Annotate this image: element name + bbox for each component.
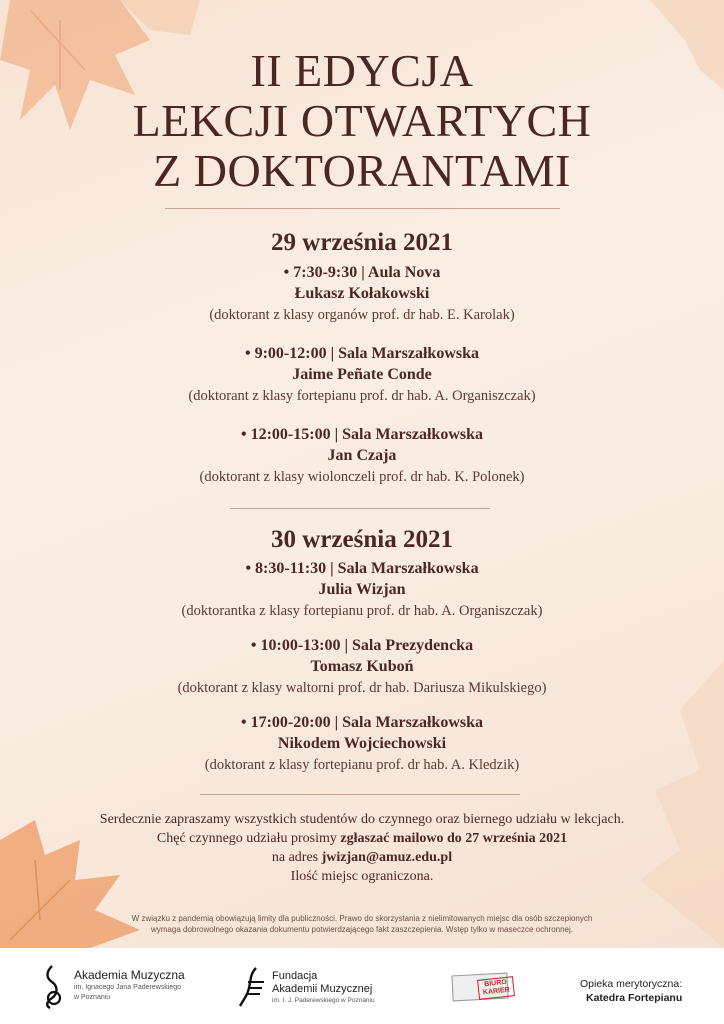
akademia-logo-icon — [40, 964, 66, 1010]
session-person: Łukasz Kołakowski — [294, 285, 430, 302]
session-time: • 9:00-12:00 | Sala Marszałkowska — [244, 345, 479, 362]
divider — [165, 208, 560, 209]
biuro-karier-stamp: BIURO KARIER — [477, 976, 515, 1000]
session-note: (doktorantka z klasy fortepianu prof. dr hab. A. Organiszczak) — [181, 603, 543, 619]
email-prefix: na adres — [271, 850, 322, 865]
session-time: • 10:00-13:00 | Sala Prezydencka — [250, 637, 474, 654]
session-note: (doktorant z klasy waltorni prof. dr hab. Dariusza Mikulskiego) — [177, 680, 547, 696]
session-person: Julia Wizjan — [318, 581, 406, 598]
pandemic-notice-line-1: W związku z pandemią obowiązują limity dla publiczności. Prawo do skorzystania z nielimitowanych miejsc dla osób szczepionych — [131, 914, 593, 923]
day-2-date: 30 września 2021 — [271, 526, 453, 553]
akademia-name: Akademia Muzyczna — [74, 968, 185, 982]
title-line-3: Z DOKTORANTAMI — [153, 145, 571, 196]
day-1-date: 29 września 2021 — [271, 229, 453, 256]
session-time: • 7:30-9:30 | Aula Nova — [283, 264, 441, 281]
title-line-1: II EDYCJA — [250, 45, 474, 96]
session-note: (doktorant z klasy fortepianu prof. dr hab. A. Kledzik) — [204, 757, 520, 773]
session-time: • 8:30-11:30 | Sala Marszałkowska — [245, 560, 479, 577]
fundacja-subtitle: im. I. J. Paderewskiego w Poznaniu — [272, 997, 375, 1004]
closing-invitation: Serdecznie zapraszamy wszystkich studentów do czynnego oraz biernego udziału w lekcjach. — [99, 812, 625, 827]
fundacja-logo-icon — [238, 966, 268, 1008]
session-note: (doktorant z klasy organów prof. dr hab. E. Karolak) — [209, 307, 515, 323]
opieka-value: Katedra Fortepianu — [586, 992, 683, 1004]
email-address[interactable]: jwizjan@amuz.edu.pl — [321, 850, 453, 865]
sponsor-footer — [0, 948, 724, 1024]
pandemic-notice-line-2: wymaga dobrowolnego okazania dokumentu potwierdzającego fakt zaszczepienia. Wstęp tylko w maseczce ochronnej. — [150, 925, 573, 934]
akademia-city: w Poznaniu — [74, 994, 111, 1001]
session-person: Tomasz Kuboń — [310, 658, 414, 675]
closing-email — [0, 850, 724, 866]
opieka-label: Opieka merytoryczna: — [580, 978, 683, 990]
session-time: • 17:00-20:00 | Sala Marszałkowska — [240, 714, 483, 731]
registration-prefix: Chęć czynnego udziału prosimy — [156, 831, 341, 846]
divider — [200, 794, 520, 795]
divider — [230, 508, 490, 509]
session-person: Jaime Peñate Conde — [292, 366, 432, 383]
session-note: (doktorant z klasy wiolonczeli prof. dr hab. K. Polonek) — [199, 469, 525, 485]
fundacja-name-2: Akademii Muzycznej — [272, 983, 373, 995]
closing-limited: Ilość miejsc ograniczona. — [290, 869, 434, 884]
registration-deadline: zgłaszać mailowo do 27 września 2021 — [340, 831, 568, 846]
session-person: Nikodem Wojciechowski — [277, 735, 447, 752]
session-time: • 12:00-15:00 | Sala Marszałkowska — [240, 426, 483, 443]
closing-registration — [0, 831, 724, 847]
session-person: Jan Czaja — [327, 447, 397, 464]
session-note: (doktorant z klasy fortepianu prof. dr hab. A. Organiszczak) — [188, 388, 536, 404]
fundacja-name-1: Fundacja — [272, 970, 318, 982]
title-line-2: LEKCJI OTWARTYCH — [132, 95, 592, 146]
akademia-subtitle: im. Ignacego Jana Paderewskiego — [74, 984, 182, 991]
